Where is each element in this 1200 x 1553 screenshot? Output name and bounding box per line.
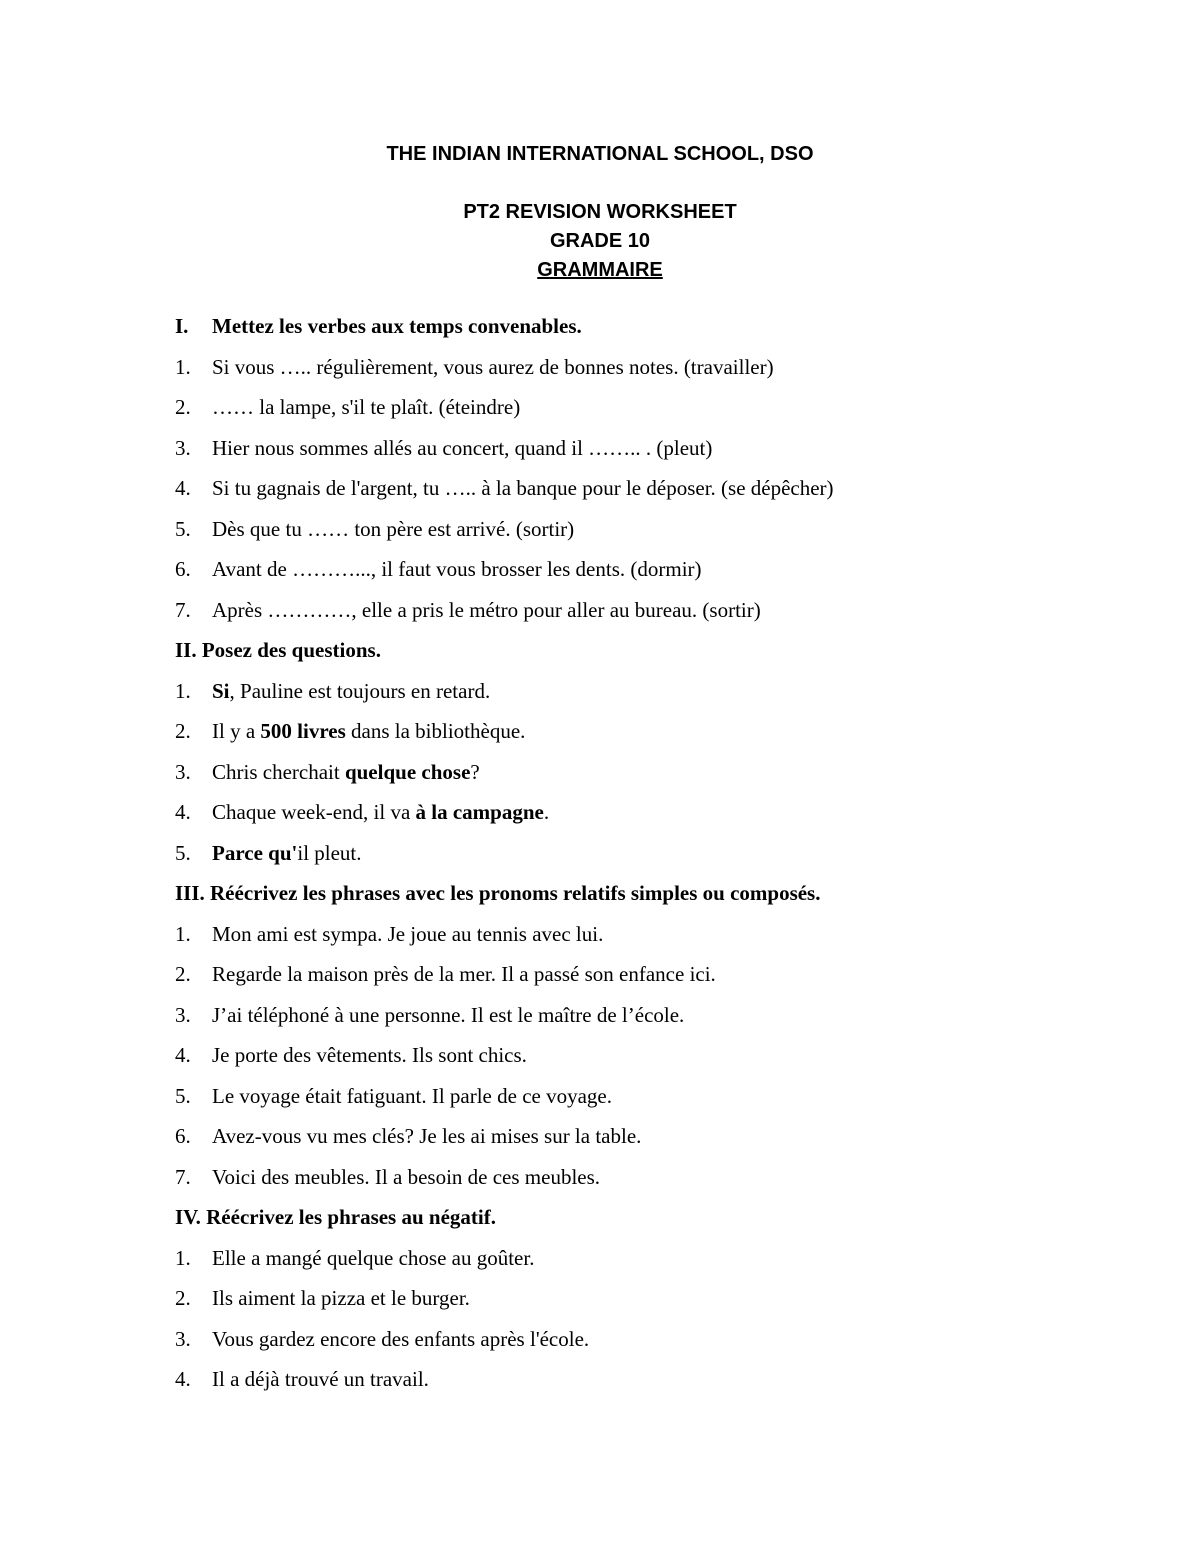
list-item: [175, 995, 1135, 1036]
item-number: 7.: [175, 597, 191, 622]
list-item: [175, 1278, 1135, 1319]
item-number: 3.: [175, 1002, 191, 1027]
section-1-numeral: I.: [175, 314, 189, 338]
item-text: Vous gardez encore des enfants après l'école.: [212, 1326, 590, 1351]
item-text: [212, 711, 525, 752]
item-text: Regarde la maison près de la mer. Il a passé son enfance ici.: [212, 962, 716, 986]
list-item: [175, 1359, 1135, 1400]
list-item: [175, 549, 1135, 590]
list-item: [175, 792, 1135, 833]
item-text: Hier nous sommes allés au concert, quand il …….. . (pleut): [212, 435, 713, 460]
section-3-title: III. Réécrivez les phrases avec les pronoms relatifs simples ou composés.: [175, 881, 821, 905]
item-number: 3.: [175, 435, 191, 460]
item-number: 1.: [175, 354, 191, 379]
list-item: [175, 671, 1135, 712]
item-number: 6.: [175, 557, 191, 581]
text-after: .: [543, 800, 550, 824]
item-text: [212, 792, 549, 833]
list-item: [175, 1319, 1135, 1360]
item-number: 2.: [175, 719, 191, 743]
emphasis: Parce qu': [212, 840, 298, 865]
section-2-title: II. Posez des questions.: [175, 638, 381, 662]
item-number: 6.: [175, 1124, 191, 1148]
list-item: [175, 954, 1135, 995]
item-text: Voici des meubles. Il a besoin de ces meubles.: [212, 1164, 601, 1189]
text-after: ?: [470, 759, 480, 784]
list-item: [175, 1035, 1135, 1076]
item-number: 1.: [175, 921, 191, 946]
text-before: Il y a: [212, 719, 261, 743]
item-text: Je porte des vêtements. Ils sont chics.: [212, 1043, 527, 1067]
item-text: J’ai téléphoné à une personne. Il est le maître de l’école.: [212, 1002, 685, 1027]
school-name: THE INDIAN INTERNATIONAL SCHOOL, DSO: [386, 143, 814, 165]
item-number: 2.: [175, 395, 191, 419]
item-text: [212, 833, 362, 874]
item-number: 2.: [175, 962, 191, 986]
list-item: [175, 1157, 1135, 1198]
text-before: Chaque week-end, il va: [212, 800, 416, 824]
item-text: Avez-vous vu mes clés? Je les ai mises sur la table.: [212, 1124, 642, 1148]
list-item: [175, 590, 1135, 631]
section-1-instruction: Mettez les verbes aux temps convenables.: [212, 314, 582, 338]
item-number: 4.: [175, 800, 191, 824]
list-item: [175, 347, 1135, 388]
subject-heading: GRAMMAIRE: [537, 259, 663, 281]
item-number: 1.: [175, 678, 191, 703]
list-item: [175, 1238, 1135, 1279]
item-number: 7.: [175, 1164, 191, 1189]
text-after: dans la bibliothèque.: [345, 719, 526, 743]
text-after: , Pauline est toujours en retard.: [229, 678, 491, 703]
text-before: Chris cherchait: [212, 759, 345, 784]
emphasis: à la campagne: [415, 800, 544, 824]
item-text: Mon ami est sympa. Je joue au tennis avec lui.: [212, 921, 604, 946]
list-item: [175, 428, 1135, 469]
item-text: Si tu gagnais de l'argent, tu ….. à la banque pour le déposer. (se dépêcher): [212, 476, 834, 500]
list-item: [175, 468, 1135, 509]
item-number: 4.: [175, 1367, 191, 1391]
item-text: Après …………, elle a pris le métro pour aller au bureau. (sortir): [212, 597, 761, 622]
item-number: 2.: [175, 1286, 191, 1310]
grade-label: GRADE 10: [549, 230, 651, 252]
item-number: 3.: [175, 1326, 191, 1351]
item-text: Il a déjà trouvé un travail.: [212, 1367, 429, 1391]
item-number: 4.: [175, 1043, 191, 1067]
worksheet-content: [175, 306, 1135, 1400]
item-text: Avant de ………..., il faut vous brosser les dents. (dormir): [212, 557, 702, 581]
item-number: 5.: [175, 1083, 191, 1108]
list-item: [175, 1116, 1135, 1157]
text-after: il pleut.: [297, 840, 362, 865]
list-item: [175, 711, 1135, 752]
item-text: …… la lampe, s'il te plaît. (éteindre): [212, 395, 521, 419]
list-item: [175, 833, 1135, 874]
item-text: [212, 671, 490, 712]
worksheet-title: PT2 REVISION WORKSHEET: [463, 201, 737, 223]
section-4-title: IV. Réécrivez les phrases au négatif.: [175, 1205, 496, 1229]
item-text: Ils aiment la pizza et le burger.: [212, 1286, 470, 1310]
list-item: [175, 509, 1135, 550]
item-text: [212, 752, 480, 793]
item-number: 5.: [175, 840, 191, 865]
item-text: Le voyage était fatiguant. Il parle de ce voyage.: [212, 1083, 612, 1108]
emphasis: quelque chose: [344, 759, 471, 784]
list-item: [175, 387, 1135, 428]
item-text: Elle a mangé quelque chose au goûter.: [212, 1245, 535, 1270]
item-number: 4.: [175, 476, 191, 500]
list-item: [175, 752, 1135, 793]
section-1-title: [175, 306, 1135, 347]
emphasis: Si: [212, 678, 230, 703]
item-text: Dès que tu …… ton père est arrivé. (sortir): [212, 516, 575, 541]
list-item: [175, 1076, 1135, 1117]
item-number: 5.: [175, 516, 191, 541]
item-text: Si vous ….. régulièrement, vous aurez de bonnes notes. (travailler): [212, 354, 774, 379]
item-number: 1.: [175, 1245, 191, 1270]
item-number: 3.: [175, 759, 191, 784]
list-item: [175, 914, 1135, 955]
emphasis: 500 livres: [260, 719, 346, 743]
